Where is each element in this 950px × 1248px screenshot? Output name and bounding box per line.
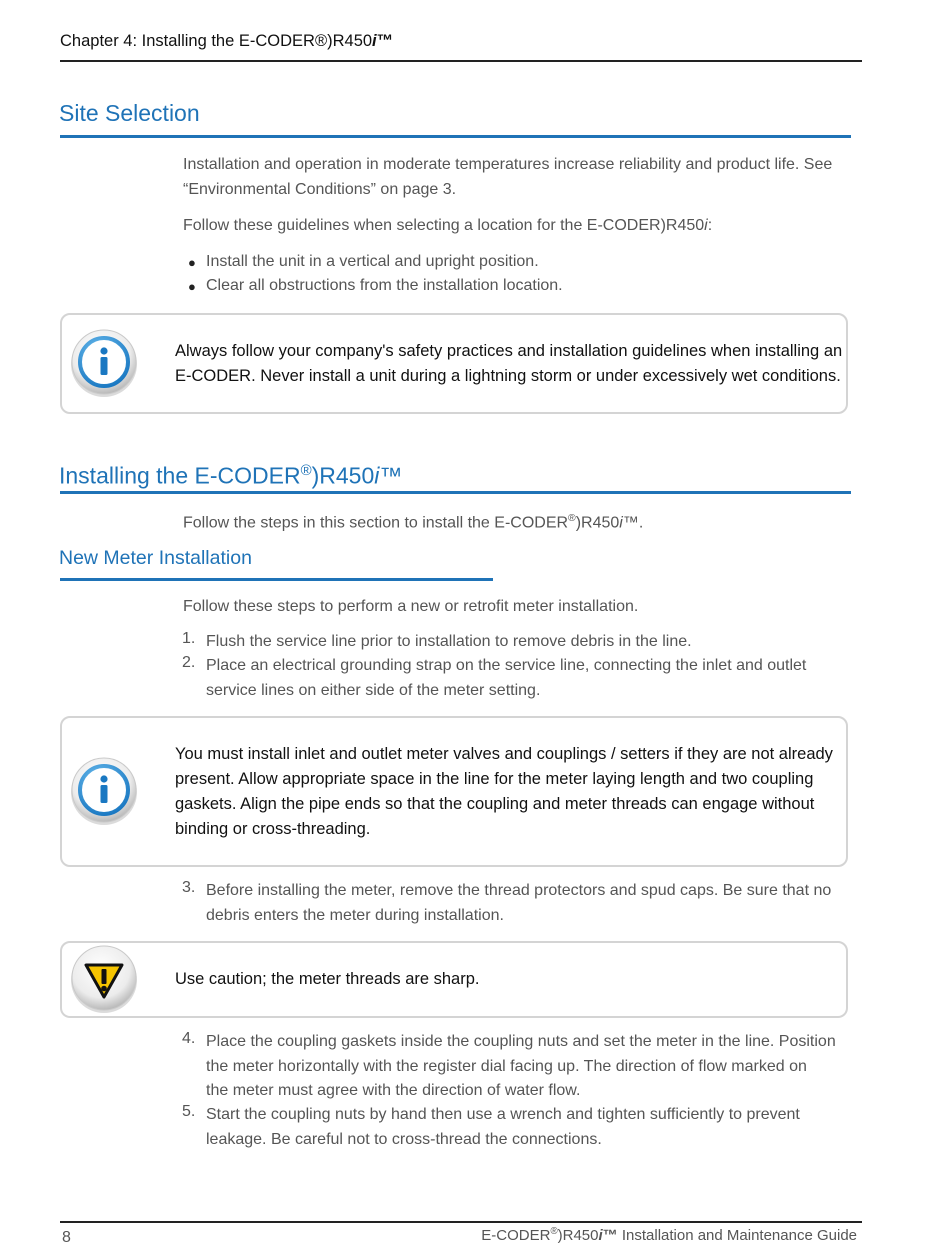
step-item: Flush the service line prior to installation to remove debris in the line. xyxy=(206,633,692,650)
new-meter-rule xyxy=(60,578,493,581)
step-number: 5. xyxy=(182,1103,196,1120)
info-icon xyxy=(70,329,138,397)
caution-text: Use caution; the meter threads are sharp. xyxy=(175,970,480,988)
step-item: Before installing the meter, remove the thread protectors and spud caps. Be sure that no debris enters the meter during installation. xyxy=(206,882,832,924)
step-number: 1. xyxy=(182,630,196,647)
note-text: You must install inlet and outlet meter valves and couplings / setters if they are not already present. Allow appropriate space in the line for the meter laying length and two coupling gaskets. Align the pipe ends so that the coupling and meter threads can engage without binding or cross-threading. xyxy=(175,745,833,838)
new-meter-intro: Follow these steps to perform a new or retrofit meter installation. xyxy=(183,598,639,615)
step-item: Place an electrical grounding strap on the service line, connecting the inlet and outlet service lines on either side of the meter setting. xyxy=(206,657,807,699)
footer-title: E-CODER®)R450i™ Installation and Maintenance Guide xyxy=(481,1226,857,1244)
footer-rule xyxy=(60,1221,862,1223)
installing-intro: Follow the steps in this section to install the E-CODER®)R450i™. xyxy=(183,513,644,532)
note-text: Always follow your company's safety practices and installation guidelines when installing an E-CODER. Never install a unit during a lightning storm or under excessively wet conditions. xyxy=(175,342,843,385)
step-item: Start the coupling nuts by hand then use a wrench and tighten sufficiently to prevent leakage. Be careful not to cross-thread the connections. xyxy=(206,1106,800,1148)
warning-icon xyxy=(70,945,138,1013)
chapter-header: Chapter 4: Installing the E-CODER®)R450i™ xyxy=(60,32,394,50)
step-number: 2. xyxy=(182,654,196,671)
installing-rule xyxy=(60,491,851,494)
site-selection-rule xyxy=(60,135,851,138)
site-selection-para2: Follow these guidelines when selecting a location for the E-CODER)R450i: xyxy=(183,217,713,234)
step-number: 4. xyxy=(182,1030,196,1047)
list-item: Clear all obstructions from the installation location. xyxy=(206,277,563,294)
page-number: 8 xyxy=(62,1229,71,1246)
site-selection-heading: Site Selection xyxy=(59,100,200,126)
step-item: Place the coupling gaskets inside the coupling nuts and set the meter in the line. Position the meter horizontally with the register dial facing up. The direction of flow marked on the meter must agree with the direction of water flow. xyxy=(206,1033,836,1099)
installing-heading: Installing the E-CODER®)R450i™ xyxy=(59,462,403,489)
bullet-marker: ● xyxy=(188,255,196,270)
list-item: Install the unit in a vertical and upright position. xyxy=(206,253,539,270)
new-meter-heading: New Meter Installation xyxy=(59,547,252,569)
bullet-marker: ● xyxy=(188,279,196,294)
info-icon xyxy=(70,757,138,825)
header-rule xyxy=(60,60,862,62)
site-selection-para1: Installation and operation in moderate temperatures increase reliability and product life. See “Environmental Conditions” on page 3. xyxy=(183,156,833,198)
step-number: 3. xyxy=(182,879,196,896)
